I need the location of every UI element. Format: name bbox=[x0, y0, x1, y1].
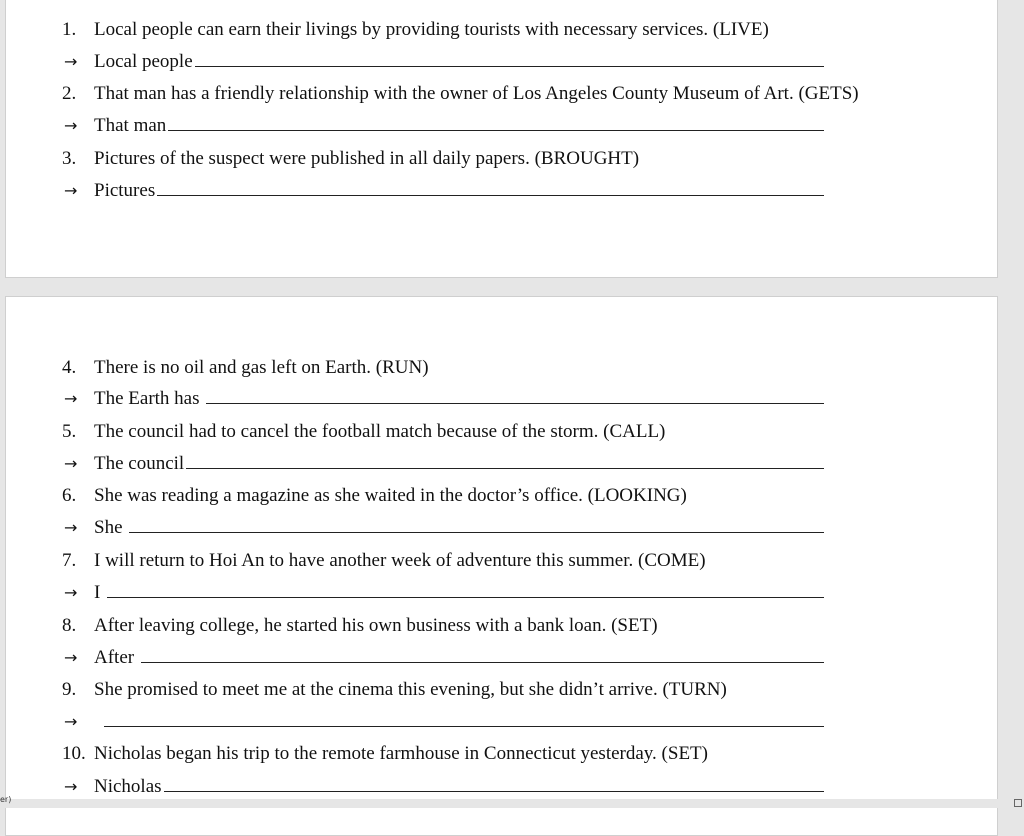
question-number: 7. bbox=[62, 550, 77, 571]
answer-blank-10[interactable] bbox=[164, 776, 824, 792]
question-text: Nicholas began his trip to the remote farmhouse in Connecticut yesterday. (SET) bbox=[94, 743, 708, 764]
question-number: 1. bbox=[62, 19, 77, 40]
question-number: 3. bbox=[62, 148, 77, 169]
answer-lead: Local people bbox=[94, 51, 193, 72]
question-number: 8. bbox=[62, 615, 77, 636]
arrow-icon: → bbox=[64, 583, 78, 602]
answer-lead: The Earth has bbox=[94, 388, 205, 409]
answer-blank-2[interactable] bbox=[168, 115, 824, 131]
question-text: The council had to cancel the football match because of the storm. (CALL) bbox=[94, 421, 666, 442]
answer-lead: I bbox=[94, 582, 106, 603]
answer-lead: After bbox=[94, 647, 139, 668]
question-number: 4. bbox=[62, 357, 77, 378]
answer-lead: Pictures bbox=[94, 180, 156, 201]
arrow-icon: → bbox=[64, 712, 78, 731]
question-text: There is no oil and gas left on Earth. (RUN) bbox=[94, 357, 429, 378]
question-text: I will return to Hoi An to have another week of adventure this summer. (COME) bbox=[94, 550, 706, 571]
arrow-icon: → bbox=[64, 181, 78, 200]
question-text: Local people can earn their livings by providing tourists with necessary services. (LIVE) bbox=[94, 19, 769, 40]
question-number: 9. bbox=[62, 679, 77, 700]
status-text: er) bbox=[0, 795, 12, 804]
arrow-icon: → bbox=[64, 777, 78, 796]
arrow-icon: → bbox=[64, 454, 78, 473]
answer-lead: That man bbox=[94, 115, 167, 136]
answer-lead: Nicholas bbox=[94, 776, 162, 797]
question-number: 6. bbox=[62, 485, 77, 506]
answer-blank-5[interactable] bbox=[186, 453, 824, 469]
answer-blank-9[interactable] bbox=[104, 711, 824, 727]
answer-blank-4[interactable] bbox=[206, 388, 824, 404]
question-number: 2. bbox=[62, 83, 77, 104]
answer-lead: The council bbox=[94, 453, 185, 474]
resize-grip-icon[interactable] bbox=[1014, 799, 1022, 807]
arrow-icon: → bbox=[64, 389, 78, 408]
document-page-1 bbox=[5, 0, 998, 278]
question-number: 5. bbox=[62, 421, 77, 442]
arrow-icon: → bbox=[64, 116, 78, 135]
question-text: That man has a friendly relationship with the owner of Los Angeles County Museum of Art. (GETS) bbox=[94, 83, 859, 104]
answer-blank-7[interactable] bbox=[107, 582, 824, 598]
answer-blank-6[interactable] bbox=[129, 517, 824, 533]
answer-lead: She bbox=[94, 517, 128, 538]
question-text: She was reading a magazine as she waited in the doctor’s office. (LOOKING) bbox=[94, 485, 687, 506]
arrow-icon: → bbox=[64, 648, 78, 667]
arrow-icon: → bbox=[64, 52, 78, 71]
question-text: After leaving college, he started his own business with a bank loan. (SET) bbox=[94, 615, 658, 636]
answer-blank-3[interactable] bbox=[157, 180, 824, 196]
arrow-icon: → bbox=[64, 518, 78, 537]
question-number: 10. bbox=[62, 743, 86, 764]
question-text: She promised to meet me at the cinema this evening, but she didn’t arrive. (TURN) bbox=[94, 679, 727, 700]
document-page-2 bbox=[5, 296, 998, 836]
answer-blank-1[interactable] bbox=[195, 51, 824, 67]
status-bar bbox=[0, 795, 1024, 808]
answer-blank-8[interactable] bbox=[141, 647, 824, 663]
question-text: Pictures of the suspect were published in all daily papers. (BROUGHT) bbox=[94, 148, 640, 169]
